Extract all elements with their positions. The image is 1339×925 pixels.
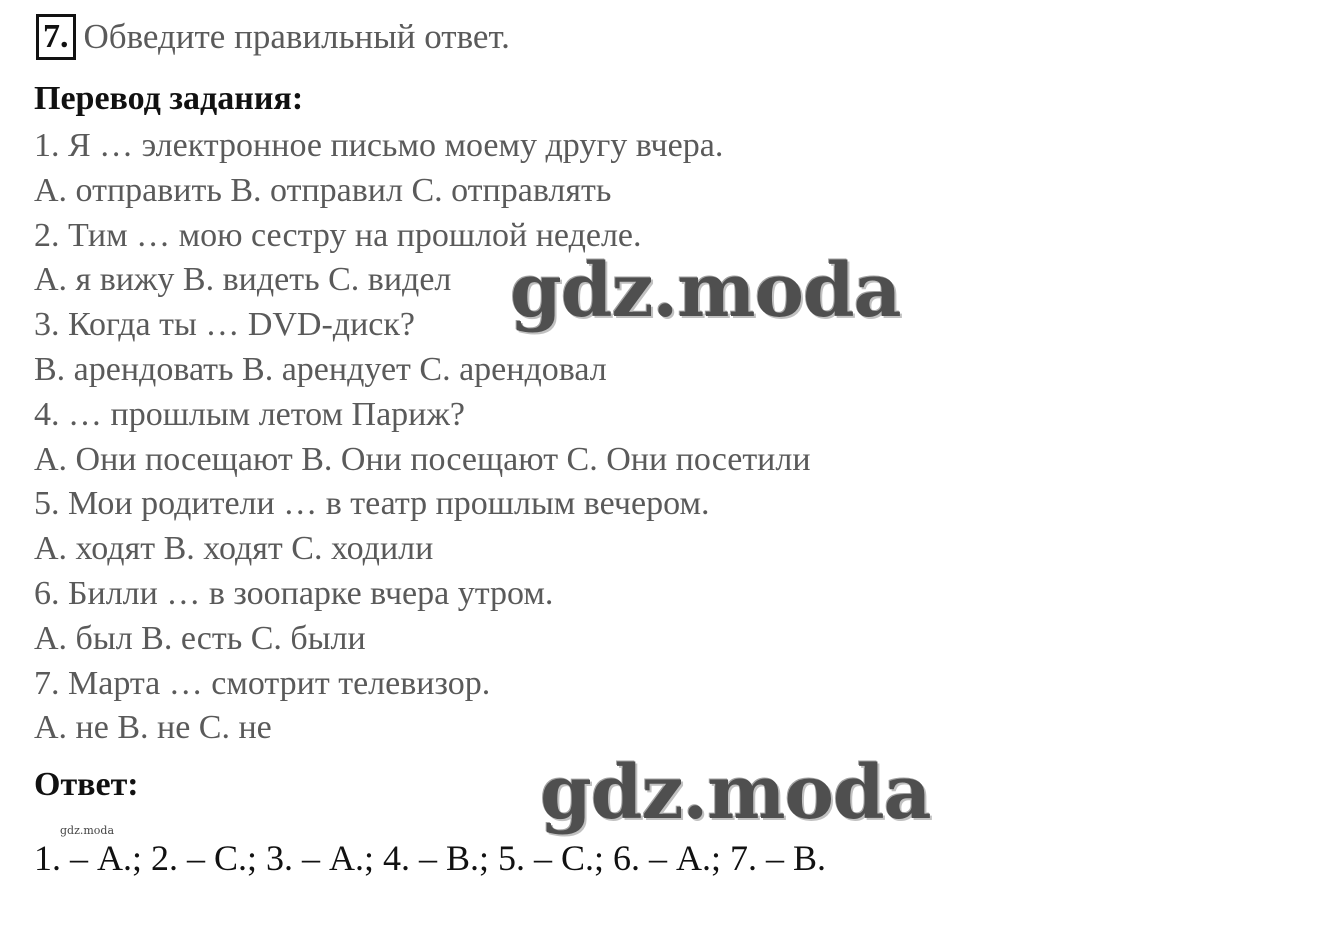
translation-heading: Перевод задания: xyxy=(34,80,304,117)
watermark-logo: gdz.moda xyxy=(510,248,901,334)
task-instruction: Обведите правильный ответ. xyxy=(83,17,510,56)
translation-line: 6. Билли … в зоопарке вчера утром. xyxy=(34,574,554,612)
translation-line: В. арендовать В. арендует С. арендовал xyxy=(34,350,607,388)
watermark-logo: gdz.moda xyxy=(540,750,931,836)
translation-line: 7. Марта … смотрит телевизор. xyxy=(34,664,491,702)
task-header xyxy=(36,14,510,60)
translation-line: А. был В. есть С. были xyxy=(34,619,366,657)
translation-lines xyxy=(34,124,811,751)
answer-heading: Ответ: xyxy=(34,766,139,803)
translation-line: А. ходят В. ходят С. ходили xyxy=(34,530,434,568)
translation-line: 4. … прошлым летом Париж? xyxy=(34,395,465,433)
translation-line: 3. Когда ты … DVD-диск? xyxy=(34,306,416,344)
watermark-small: gdz.moda xyxy=(60,824,115,837)
translation-line: 2. Тим … мою сестру на прошлой неделе. xyxy=(34,216,642,254)
translation-line: 1. Я … электронное письмо моему другу вчера. xyxy=(34,127,724,164)
translation-line: А. не В. не С. не xyxy=(34,709,272,747)
answer-text: 1. – А.; 2. – С.; 3. – А.; 4. – В.; 5. – С.; 6. – А.; 7. – В. xyxy=(34,838,827,878)
translation-line: А. я вижу В. видеть С. видел xyxy=(34,261,452,299)
task-number: 7. xyxy=(36,14,76,60)
translation-line: А. отправить В. отправил С. отправлять xyxy=(34,171,612,209)
translation-line: А. Они посещают В. Они посещают С. Они посетили xyxy=(34,440,811,478)
translation-line: 5. Мои родители … в театр прошлым вечером. xyxy=(34,485,710,523)
